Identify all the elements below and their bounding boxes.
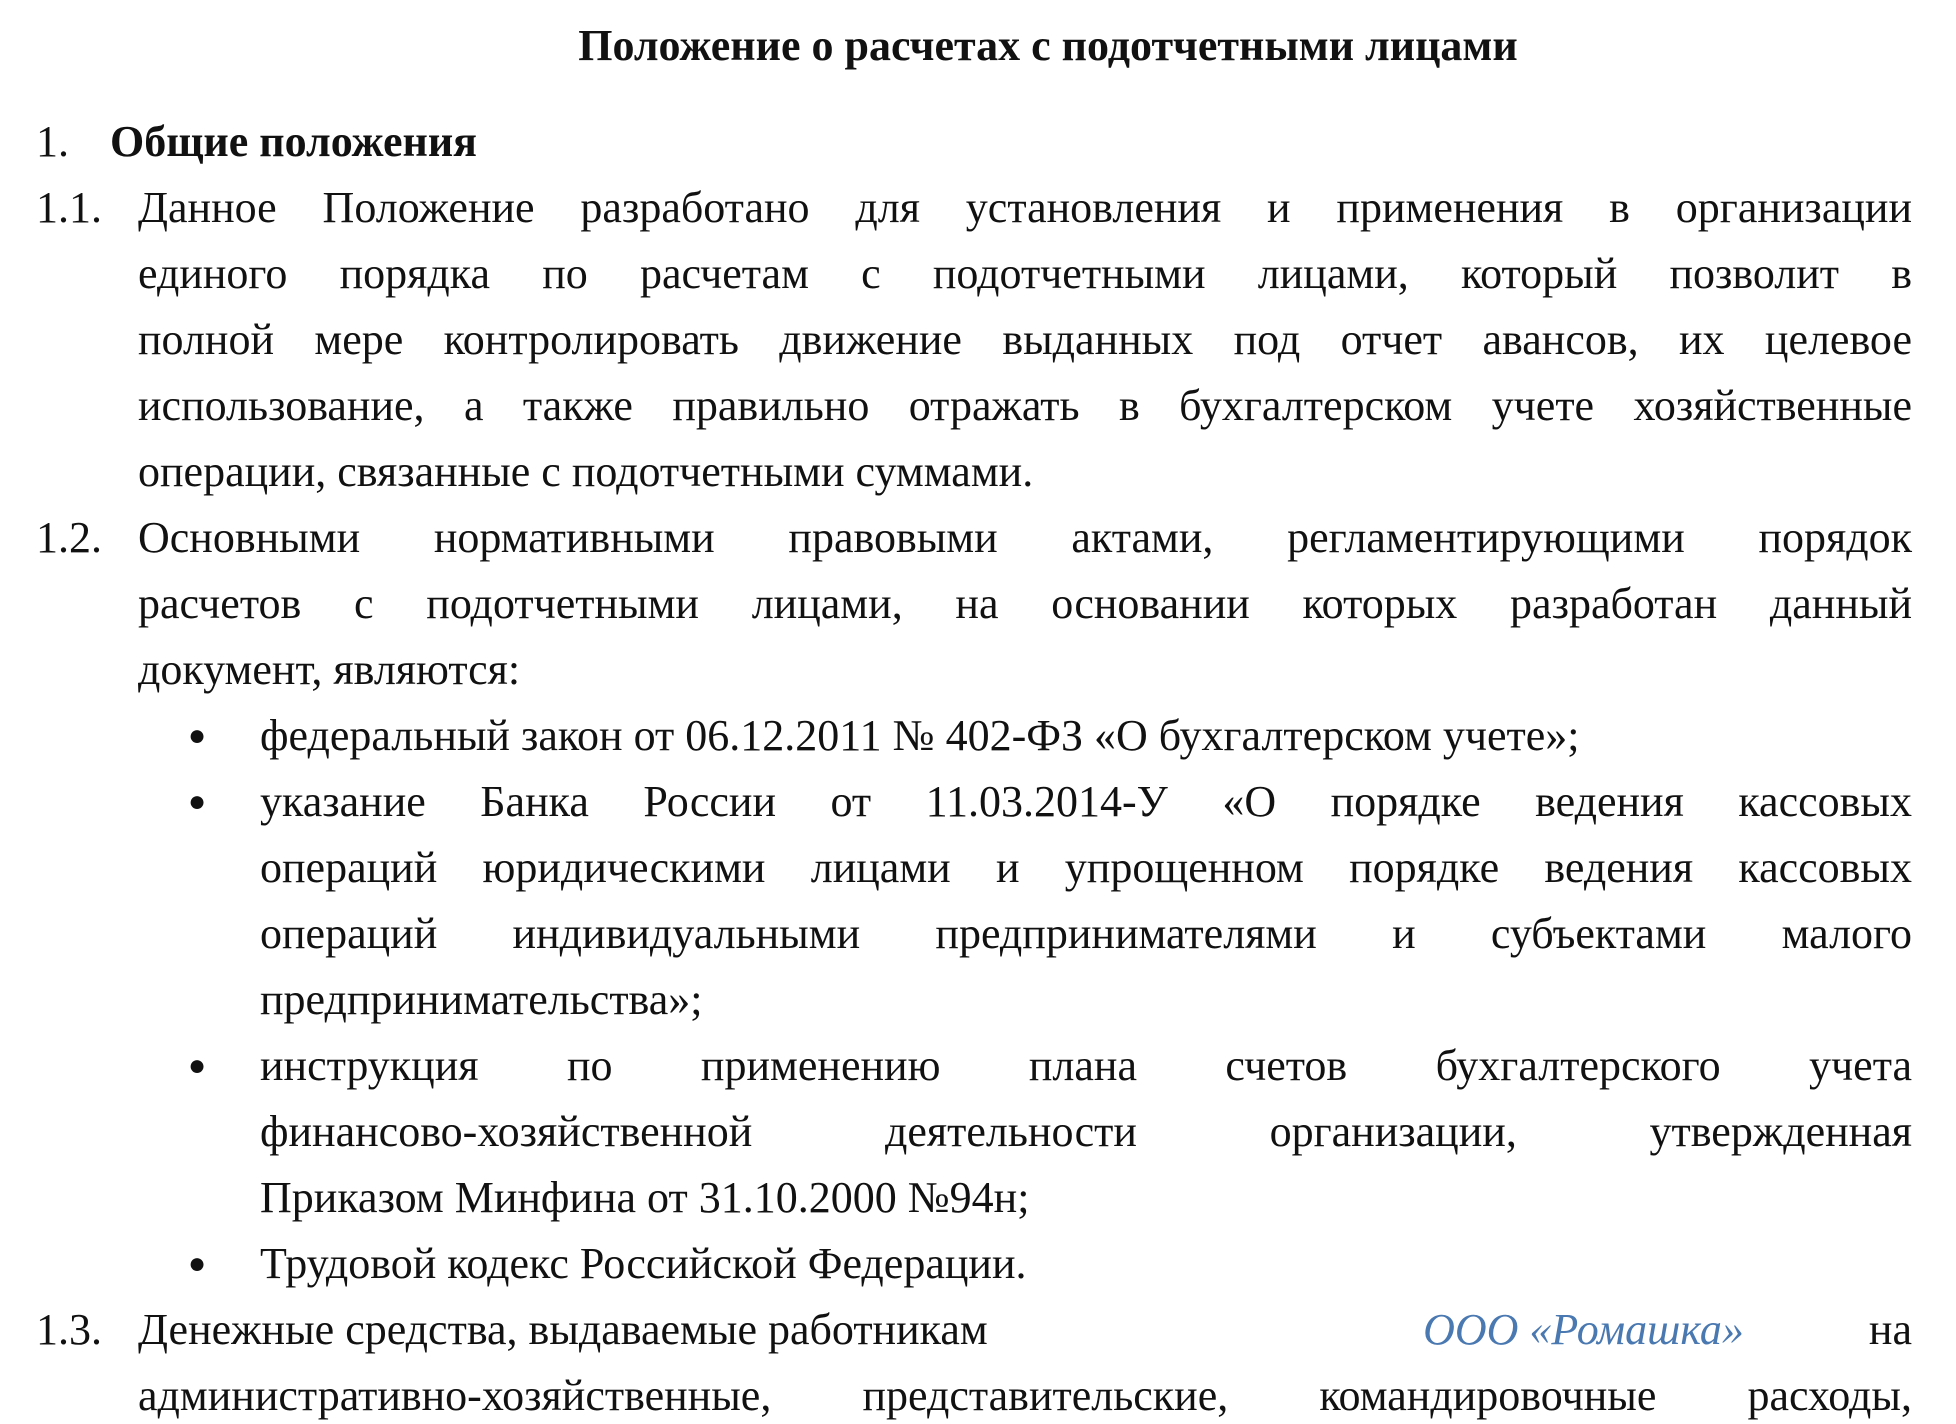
paragraph-number-1-1: 1.1. xyxy=(36,183,102,232)
paragraph-1-1-line: полной мере контролировать движение выданных под отчет авансов, их целевое xyxy=(138,315,1912,364)
paragraph-1-1-line: использование, а также правильно отражать в бухгалтерском учете хозяйственные xyxy=(138,381,1912,430)
paragraph-number-1-2: 1.2. xyxy=(36,513,102,562)
bullet-item-line: предпринимательства»; xyxy=(260,975,703,1024)
paragraph-1-2-line: документ, являются: xyxy=(138,645,521,694)
bullet-item-line: операций индивидуальными предпринимателями и субъектами малого xyxy=(260,909,1912,958)
document-title: Положение о расчетах с подотчетными лицами xyxy=(578,21,1518,70)
bullet-item-line: инструкция по применению плана счетов бухгалтерского учета xyxy=(260,1041,1912,1090)
bullet-icon: ● xyxy=(188,1049,207,1082)
paragraph-1-3-line xyxy=(138,1302,1912,1358)
bullet-icon: ● xyxy=(188,1247,207,1280)
section-heading: Общие положения xyxy=(110,117,477,166)
paragraph-1-2-line: Основными нормативными правовыми актами, регламентирующими порядок xyxy=(138,513,1912,562)
bullet-icon: ● xyxy=(188,785,207,818)
paragraph-1-1-line: операции, связанные с подотчетными суммами. xyxy=(138,447,1034,496)
paragraph-1-1-line: единого порядка по расчетам с подотчетными лицами, который позволит в xyxy=(138,249,1912,298)
paragraph-number-1-3: 1.3. xyxy=(36,1305,102,1354)
paragraph-1-3-intro xyxy=(138,1302,1298,1358)
bullet-item-line: финансово-хозяйственной деятельности организации, утвержденная xyxy=(260,1107,1912,1156)
bullet-item-line: Трудовой кодекс Российской Федерации. xyxy=(260,1239,1027,1288)
section-number: 1. xyxy=(36,117,69,166)
paragraph-1-1-line: Данное Положение разработано для установления и применения в организации xyxy=(138,183,1912,232)
paragraph-1-3-line: административно-хозяйственные, представительские, командировочные расходы, xyxy=(138,1371,1912,1420)
bullet-icon: ● xyxy=(188,719,207,752)
bullet-item-line: Приказом Минфина от 31.10.2000 №94н; xyxy=(260,1173,1030,1222)
company-name-link[interactable]: ООО «Ромашка» xyxy=(1423,1305,1744,1354)
paragraph-1-3-text: Денежные средства, выдаваемые работникам xyxy=(138,1305,988,1354)
paragraph-1-3-text-after: на xyxy=(1868,1305,1912,1354)
bullet-item-line: операций юридическими лицами и упрощенном порядке ведения кассовых xyxy=(260,843,1912,892)
bullet-item-line: указание Банка России от 11.03.2014-У «О порядке ведения кассовых xyxy=(260,777,1912,826)
paragraph-1-2-line: расчетов с подотчетными лицами, на основании которых разработан данный xyxy=(138,579,1912,628)
bullet-item-line: федеральный закон от 06.12.2011 № 402-ФЗ «О бухгалтерском учете»; xyxy=(260,711,1580,760)
